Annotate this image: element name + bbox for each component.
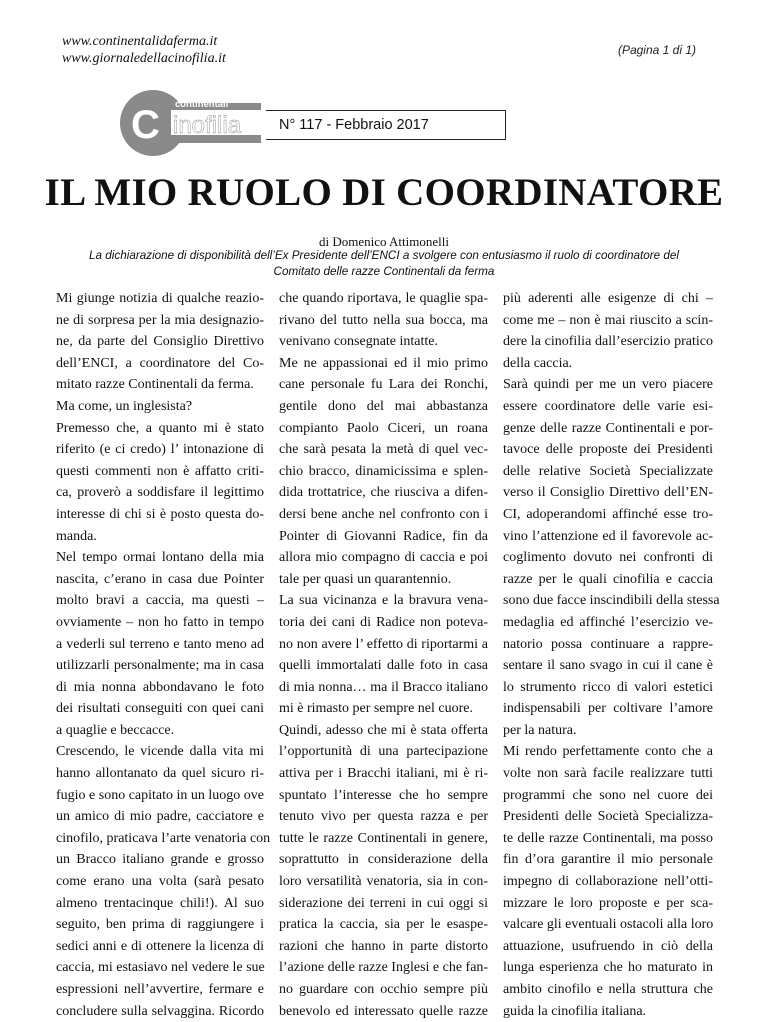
text-line: ambito cinofilo e nella struttura che — [503, 982, 713, 997]
text-line: Nel tempo ormai lontano della mia — [56, 550, 264, 566]
text-line: mizzare le loro proposte e per sca- — [503, 895, 713, 911]
text-line: cane personale fu Lara dei Ronchi, — [279, 377, 488, 393]
header-urls — [62, 33, 226, 67]
text-line: CI, adoperandomi affinché esse tro- — [503, 506, 713, 522]
text-line: quelli immortalati dalle foto in casa — [279, 658, 488, 674]
text-line: coglimento dovuto nei confronti di — [503, 550, 713, 566]
text-line: cinofilo, praticava l’arte venatoria con — [56, 830, 271, 846]
logo-bottom-text: da ferma — [175, 143, 215, 154]
article-title: IL MIO RUOLO DI COORDINATORE — [44, 171, 724, 214]
text-line: gentile dono del mai abbastanza — [279, 398, 488, 414]
text-line: mi è rimasto per sempre nel cuore. — [279, 701, 473, 717]
text-line: per la natura. — [503, 722, 577, 738]
page-indicator: (Pagina 1 di 1) — [617, 43, 696, 57]
url-giornaledellacinofilia[interactable]: www.giornaledellacinofilia.it — [62, 51, 226, 66]
text-line: lunga esperienza che ho maturato in — [503, 960, 713, 976]
text-line: fugio e sono capitato in un luogo ove — [56, 787, 265, 803]
text-line: rivano del tutto nella sua bocca, ma — [279, 312, 488, 328]
text-line: l’azione delle razze Inglesi e che fan- — [279, 960, 489, 976]
text-line: attuazione, usufruendo in ciò della — [503, 938, 713, 954]
text-line: Ma come, un inglesista? — [56, 398, 193, 414]
text-line: utilizzarli personalmente; ma in casa — [56, 658, 264, 674]
subtitle-line: La dichiarazione di disponibilità dell’Ex Presidente dell’ENCI a svolgere con entusiasmo il ruolo di coordinatore del — [89, 249, 679, 262]
text-line: verso il Consiglio Direttivo dell’EN- — [503, 485, 713, 501]
text-line: volte non sarà facile realizzare tutti — [503, 766, 713, 782]
text-line: venivano consegnate intatte. — [279, 334, 438, 350]
text-line: riferito (e ci credo) l’ intonazione di — [56, 442, 264, 458]
text-line: ovviamente – non ho fatto in tempo — [56, 614, 264, 630]
text-line: almeno trentacinque chili!). Al suo — [56, 895, 264, 911]
text-line: chio bracco, dinamicissima e splen- — [279, 463, 488, 479]
logo-top-text: continentali — [175, 99, 229, 110]
text-line: dere la cinofilia dall’esercizio pratico — [503, 334, 713, 350]
url-continentalidaferma[interactable]: www.continentalidaferma.it — [62, 34, 218, 49]
logo-initial: C — [131, 103, 160, 147]
issue-box — [266, 110, 506, 140]
text-line: La sua vicinanza e la bravura vena- — [279, 593, 488, 609]
text-line: a quaglie e beccacce. — [56, 722, 175, 738]
text-line: no non avere l’ effetto di riportarmi a — [279, 636, 488, 652]
text-line: nascita, c’erano in casa due Pointer — [56, 571, 264, 587]
text-line: a vederli sul terreno e tanto meno ad — [56, 636, 264, 652]
text-line: sono due facce inscindibili della stessa — [503, 593, 720, 609]
text-line: toria dei cani di Radice non poteva- — [279, 614, 488, 630]
text-line: ca, proverò a soddisfare il legittimo — [56, 485, 264, 501]
text-line: siderazione dei terreni in cui oggi si — [279, 895, 488, 911]
text-line: concludere sulla selvaggina. Ricordo — [56, 1003, 264, 1019]
text-line: come erano una volta (sarà pesato — [56, 874, 264, 890]
article-subtitle — [50, 248, 718, 280]
text-line: spuntato l’interesse che ho sempre — [279, 787, 488, 803]
text-line: Sarà quindi per me un vero piacere — [503, 377, 713, 393]
text-line: guida la cinofilia italiana. — [503, 1003, 647, 1019]
text-line: come me – non è mai riuscito a scin- — [503, 312, 713, 328]
text-line: medaglia ed affinché l’esercizio ve- — [503, 614, 713, 630]
text-line: te delle razze Continentali, ma posso — [503, 830, 713, 846]
text-line: razioni che hanno in parte distorto — [279, 938, 488, 954]
text-line: caccia, mi estasiavo nel vedere le sue — [56, 960, 265, 976]
text-line: della caccia. — [503, 355, 573, 371]
text-line: dei risultati conseguiti con quei cani — [56, 701, 264, 717]
logo-main-text: inofilia — [173, 112, 242, 139]
text-line: hanno allontanato da quel sicuro ri- — [56, 766, 264, 782]
text-line: seguito, ben prima di raggiungere i — [56, 917, 264, 933]
text-line: genze delle razze Continentali e por- — [503, 420, 713, 436]
text-line: di mia nonna… ma il Bracco italiano — [279, 679, 488, 695]
text-line: attiva per i Bracchi italiani, mi è ri- — [279, 766, 488, 782]
text-line: Pointer di Giovanni Radice, fin da — [279, 528, 488, 544]
text-line: allora mio compagno di caccia e poi — [279, 550, 488, 566]
text-line: no guardare con occhio sempre più — [279, 982, 488, 997]
text-line: soprattutto in considerazione della — [279, 852, 488, 868]
text-line: pratica la caccia, sia per le esaspe- — [279, 917, 488, 933]
text-line: ne di sorpresa per la mia designazio- — [56, 312, 264, 328]
text-line: che quando riportava, le quaglie spa- — [279, 291, 488, 306]
text-line: valcare gli eventuali ostacoli alla loro — [503, 917, 714, 933]
text-line: Crescendo, le vicende dalla vita mi — [56, 744, 264, 760]
text-line: questi commenti non è affatto criti- — [56, 463, 264, 479]
text-line: Presidenti delle Società Specializza- — [503, 809, 713, 825]
issue-number: N° 117 - Febbraio 2017 — [279, 117, 429, 133]
text-line: impegno di collaborazione nell’otti- — [503, 874, 713, 890]
text-line: ne, da parte del Consiglio Direttivo — [56, 334, 264, 350]
text-line: razze per le quali cinofilia e caccia — [503, 571, 713, 587]
text-line: Mi giunge notizia di qualche reazio- — [56, 291, 264, 306]
text-line: mitato razze Continentali da ferma. — [56, 377, 254, 393]
text-line: dida trottatrice, che riusciva a difen- — [279, 485, 488, 501]
text-line: indispensabili per coltivare l’amore — [503, 701, 713, 717]
text-line: benevolo ed interessato quelle razze — [279, 1003, 488, 1019]
text-line: interesse di chi si è posto questa do- — [56, 506, 264, 522]
subtitle-line: Comitato delle razze Continentali da ferma — [273, 265, 495, 278]
text-line: dell’ENCI, a coordinatore del Co- — [56, 355, 264, 371]
text-line: essere coordinatore delle varie esi- — [503, 398, 713, 414]
text-line: programmi che sono nel cuore dei — [503, 787, 713, 803]
text-line: sedici anni e di ottenere la licenza di — [56, 938, 264, 954]
text-line: Quindi, adesso che mi è stata offerta — [279, 722, 488, 738]
text-line: più aderenti alle esigenze di chi – — [503, 291, 713, 306]
text-line: molto bravi a caccia, ma questi – — [56, 593, 264, 609]
text-line: compianto Paolo Ciceri, un roana — [279, 420, 488, 436]
text-line: espressioni nell’avvertire, fermare e — [56, 982, 264, 997]
text-line: Me ne appassionai ed il mio primo — [279, 355, 488, 371]
text-line: vino l’attenzione ed il favorevole ac- — [503, 528, 713, 544]
text-line: Premesso che, a quanto mi è stato — [56, 420, 264, 436]
text-line: tale per quasi un quarantennio. — [279, 571, 452, 587]
text-line: delle relative Società Specializzate — [503, 463, 713, 479]
text-line: sentare il sano svago in cui il cane è — [503, 658, 713, 674]
text-line: loro versatilità venatoria, sia in con- — [279, 874, 488, 890]
article-author: di Domenico Attimonelli — [319, 234, 449, 249]
text-column-2 — [279, 288, 488, 1022]
text-line: un Bracco italiano grande e grosso — [56, 852, 264, 868]
text-line: natorio possa continuare a rappre- — [503, 636, 713, 652]
text-line: Mi rendo perfettamente conto che a — [503, 744, 713, 760]
text-column-3 — [503, 288, 720, 1022]
text-line: fin d’ora garantire il mio personale — [503, 852, 713, 868]
text-line: tavoce delle proposte dei Presidenti — [503, 442, 713, 458]
text-line: lo strumento ricco di valori estetici — [503, 679, 713, 695]
text-line: manda. — [56, 528, 97, 544]
text-line: un amico di mio padre, cacciatore e — [56, 809, 264, 825]
text-line: l’opportunità di una partecipazione — [279, 744, 488, 760]
text-line: di mia nonna abbondavano le foto — [56, 679, 264, 695]
cinofilia-logo — [115, 88, 265, 158]
text-line: tutte le razze Continentali in genere, — [279, 830, 488, 846]
text-column-1 — [56, 288, 271, 1022]
text-line: che sarà pesata la metà di quel vec- — [279, 442, 488, 458]
text-line: dersi bene anche nel confronto con i — [279, 506, 488, 522]
text-line: tenuto vivo per questa razza e per — [279, 809, 488, 825]
